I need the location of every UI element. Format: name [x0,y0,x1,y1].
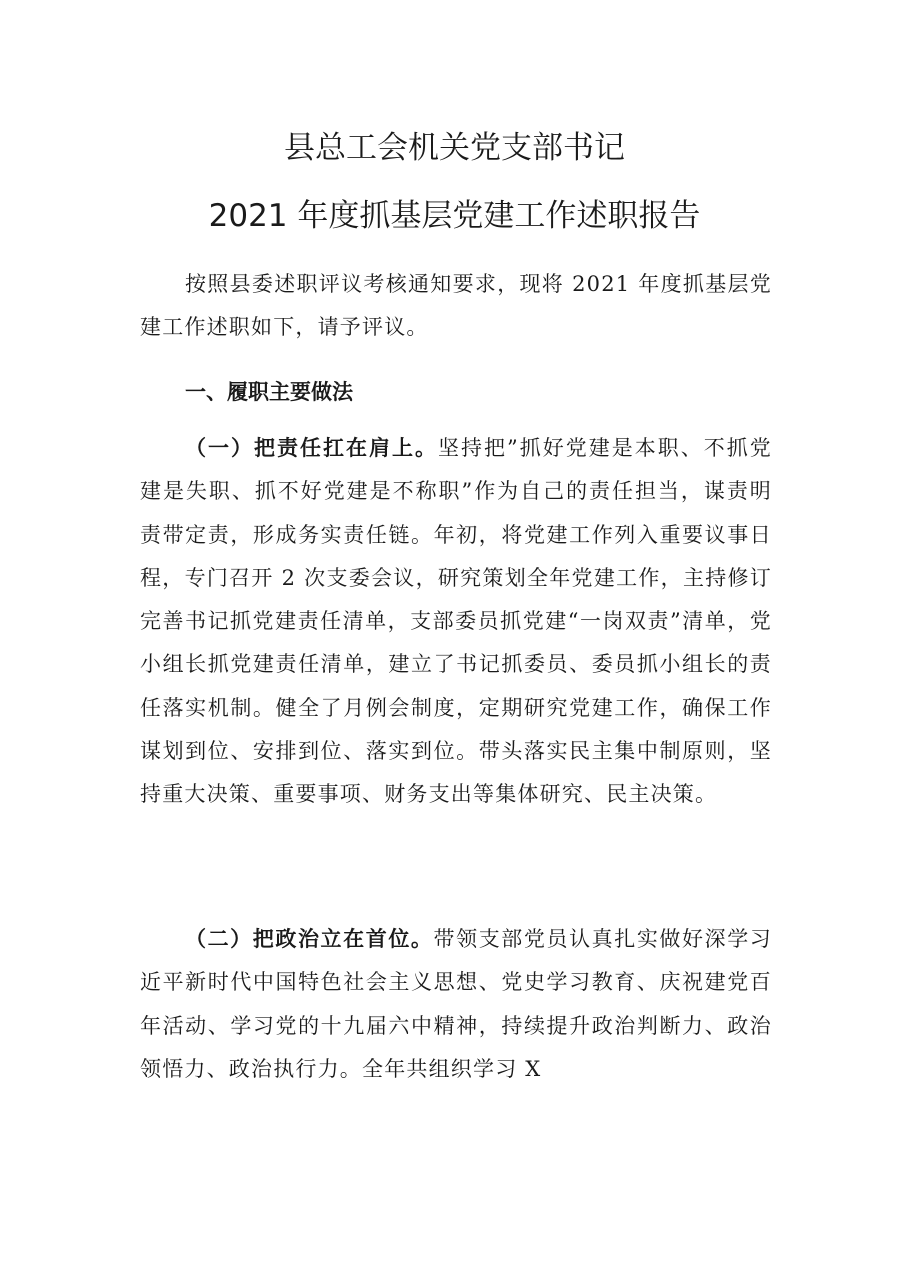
item-2-lead: （二）把政治立在首位。 [185,926,434,951]
item-1-lead: （一）把责任扛在肩上。 [185,435,439,460]
item-1-text: 坚持把”抓好党建是本职、不抓党建是失职、抓不好党建是不称职”作为自己的责任担当，谋责明责带定责，形成务实责任链。年初，将党建工作列入重要议事日程，专门召开 2 次支委会议，研究策划全年党建工作，主持修订完善书记抓党建责任清单，支部委员抓党建“一岗双责”清单，党小组长抓党建责任清单，建立了书记抓委员、委员抓小组长的责任落实机制。健全了月例会制度，定期研究党建工作，确保工作谋划到位、安排到位、落实到位。带头落实民主集中制原则，坚持重大决策、重要事项、财务支出等集体研究、民主决策。 [140,436,772,807]
section-heading-1: 一、履职主要做法 [185,379,353,404]
item-1-paragraph [140,426,772,817]
document-title-line2: 2021 年度抓基层党建工作述职报告 [208,198,701,234]
document-title-line1: 县总工会机关党支部书记 [284,130,625,166]
item-2-text: 带领支部党员认真扎实做好深学习近平新时代中国特色社会主义思想、党史学习教育、庆祝建党百年活动、学习党的十九届六中精神，持续提升政治判断力、政治领悟力、政治执行力。全年共组织学习 X [140,927,773,1081]
intro-paragraph: 按照县委述职评议考核通知要求，现将 2021 年度抓基层党建工作述职如下，请予评议。 [140,272,772,340]
item-2-paragraph [140,917,772,1091]
